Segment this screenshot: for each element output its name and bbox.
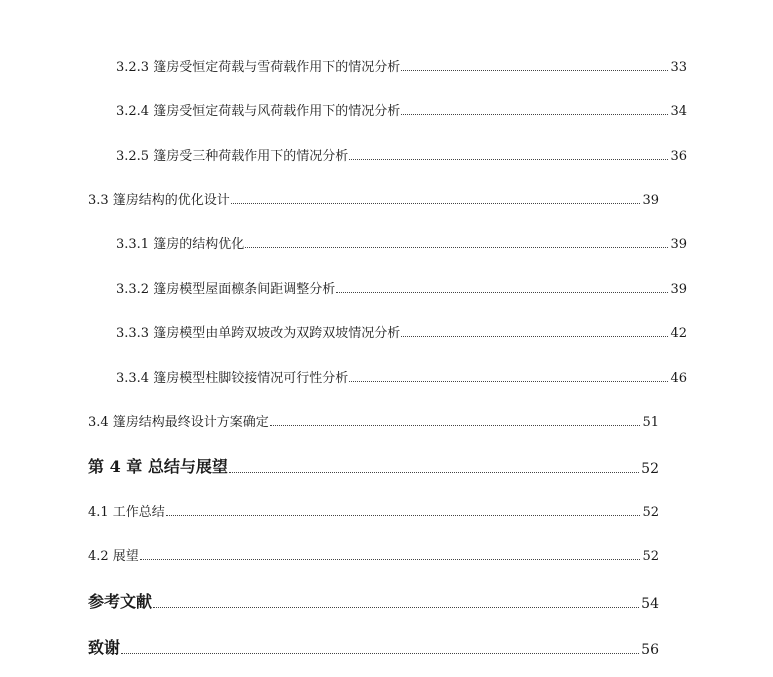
dot-leader — [166, 515, 641, 516]
dot-leader — [401, 70, 668, 71]
toc-entry-3-2-5[interactable] — [0, 145, 773, 164]
toc-page-number: 52 — [642, 549, 659, 564]
toc-page-number: 52 — [641, 461, 659, 477]
toc-entry-3-3-2[interactable] — [0, 278, 773, 297]
toc-entry-title: 致谢 — [88, 638, 121, 657]
toc-page-number: 42 — [670, 326, 687, 341]
toc-entry-acknowledgements[interactable] — [0, 635, 745, 658]
toc-page-number: 56 — [641, 642, 659, 658]
dot-leader — [401, 336, 668, 337]
toc-entry-3-4[interactable] — [0, 411, 745, 430]
toc-entry-title: 3.3.4 篷房模型柱脚铰接情况可行性分析 — [116, 371, 349, 386]
dot-leader — [245, 247, 668, 248]
dot-leader — [401, 114, 668, 115]
toc-page-number: 39 — [670, 237, 687, 252]
toc-page-number: 39 — [642, 193, 659, 208]
toc-entry-title: 参考文献 — [88, 592, 153, 611]
toc-page-number: 33 — [670, 60, 687, 75]
dot-leader — [121, 653, 639, 654]
toc-entry-title: 4.2 展望 — [88, 549, 139, 564]
toc-entry-3-3-4[interactable] — [0, 367, 773, 386]
toc-entry-chapter-4[interactable] — [0, 454, 745, 477]
toc-entry-3-3[interactable] — [0, 189, 745, 208]
toc-entry-3-2-4[interactable] — [0, 100, 773, 119]
toc-entry-title: 3.2.5 篷房受三种荷载作用下的情况分析 — [116, 149, 349, 164]
toc-entry-title: 3.4 篷房结构最终设计方案确定 — [88, 415, 269, 430]
toc-entry-3-3-3[interactable] — [0, 322, 773, 341]
toc-entry-title: 3.3.1 篷房的结构优化 — [116, 237, 245, 252]
toc-entry-3-3-1[interactable] — [0, 233, 773, 252]
dot-leader — [336, 292, 668, 293]
toc-entry-4-2[interactable] — [0, 545, 745, 564]
dot-leader — [349, 381, 668, 382]
toc-entry-title: 3.2.3 篷房受恒定荷载与雪荷载作用下的情况分析 — [116, 60, 401, 75]
toc-page-number: 39 — [670, 282, 687, 297]
toc-entry-title: 3.3.3 篷房模型由单跨双坡改为双跨双坡情况分析 — [116, 326, 401, 341]
toc-entry-3-2-3[interactable] — [0, 56, 773, 75]
toc-entry-title: 3.2.4 篷房受恒定荷载与风荷载作用下的情况分析 — [116, 104, 401, 119]
dot-leader — [231, 203, 641, 204]
toc-page-number: 51 — [642, 415, 659, 430]
toc-entry-title: 3.3.2 篷房模型屋面檩条间距调整分析 — [116, 282, 336, 297]
dot-leader — [140, 559, 641, 560]
dot-leader — [153, 607, 639, 608]
toc-entry-4-1[interactable] — [0, 501, 745, 520]
toc-page-number: 36 — [670, 149, 687, 164]
toc-page-number: 52 — [642, 505, 659, 520]
toc-entry-title: 3.3 篷房结构的优化设计 — [88, 193, 230, 208]
toc-entry-title: 第 4 章 总结与展望 — [88, 457, 228, 476]
toc-page-number: 34 — [670, 104, 687, 119]
dot-leader — [229, 472, 639, 473]
toc-page-number: 54 — [641, 596, 659, 612]
dot-leader — [349, 159, 668, 160]
dot-leader — [270, 425, 641, 426]
toc-entry-references[interactable] — [0, 589, 745, 612]
toc-entry-title: 4.1 工作总结 — [88, 505, 165, 520]
toc-page-number: 46 — [670, 371, 687, 386]
